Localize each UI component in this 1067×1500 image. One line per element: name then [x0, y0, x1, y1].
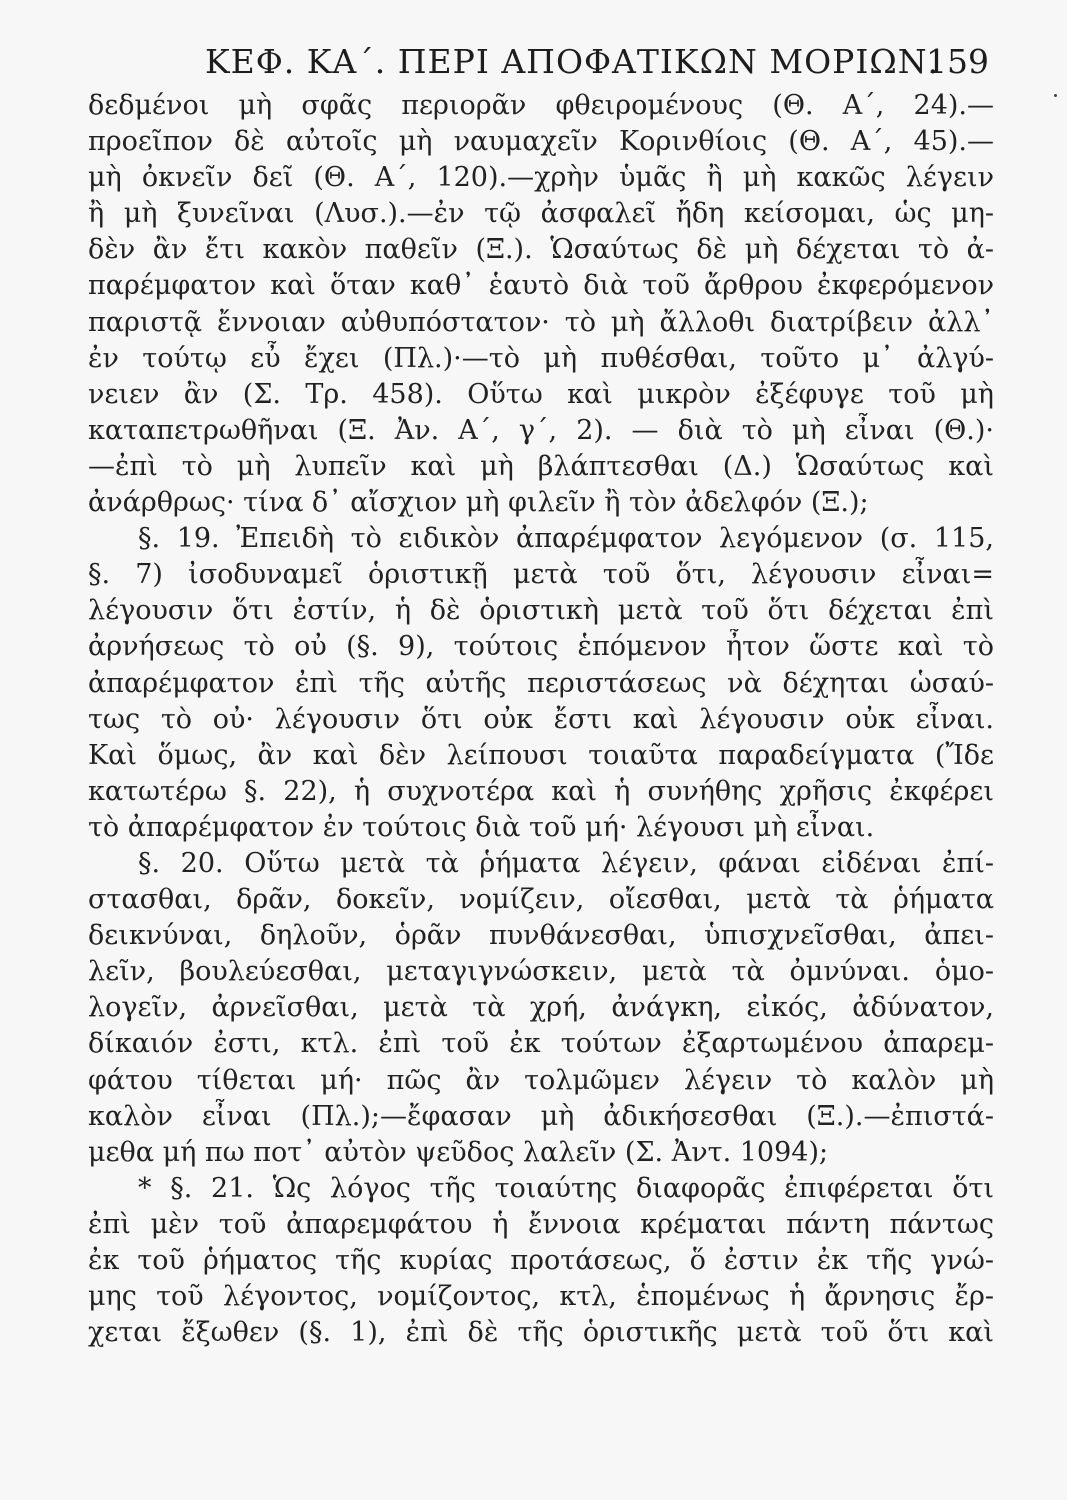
- text-line: §. 7) ἰσοδυναμεῖ ὁριστικῇ μετὰ τοῦ ὅτι, λέγουσιν εἶναι=: [88, 559, 994, 591]
- text-line: Καὶ ὅμως, ἂν καὶ δὲν λείπουσι τοιαῦτα παραδείγματα (Ἴδε: [88, 739, 994, 771]
- text-line: καλὸν εἶναι (Πλ.);—ἔφασαν μὴ ἀδικήσεσθαι (Ξ.).—ἐπιστά-: [88, 1100, 994, 1132]
- text-line: ἀρνήσεως τὸ οὐ (§. 9), τούτοις ἑπόμενον ἦτον ὥστε καὶ τὸ: [88, 631, 994, 663]
- text-line: —ἐπὶ τὸ μὴ λυπεῖν καὶ μὴ βλάπτεσθαι (Δ.) Ὡσαύτως καὶ: [88, 450, 994, 482]
- text-line: ἐπὶ μὲν τοῦ ἀπαρεμφάτου ἡ ἔννοια κρέμαται πάντη πάντως: [88, 1208, 994, 1240]
- section-21-start: * §. 21. Ὡς λόγος τῆς τοιαύτης διαφορᾶς ἐπιφέρεται ὅτι: [138, 1172, 994, 1204]
- text-line: μης τοῦ λέγοντος, νομίζοντος, κτλ, ἑπομένως ἡ ἄρνησις ἔρ-: [88, 1281, 994, 1313]
- section-19-start: §. 19. Ἐπειδὴ τὸ ειδικὸν ἀπαρέμφατον λεγόμενον (σ. 115,: [138, 523, 994, 555]
- page-number: 159: [926, 42, 989, 81]
- text-line: ἢ μὴ ξυνεῖναι (Λυσ.).—ἐν τῷ ἀσφαλεῖ ἤδη κείσομαι, ὡς μη-: [88, 198, 994, 230]
- text-body: [88, 88, 994, 1351]
- text-line: παριστᾷ ἔννοιαν αὐθυπόστατον· τὸ μὴ ἄλλοθι διατρίβειν ἀλλ᾽: [88, 306, 994, 338]
- text-line: ἀπαρέμφατον ἐπὶ τῆς αὐτῆς περιστάσεως νὰ δέχηται ὡσαύ-: [88, 667, 994, 699]
- chapter-title: ΚΕΦ. ΚΑ΄. ΠΕΡΙ ΑΠΟΦΑΤΙΚΩΝ ΜΟΡΙΩΝ.: [205, 42, 940, 81]
- text-line: ἐν τούτῳ εὖ ἔχει (Πλ.)·—τὸ μὴ πυθέσθαι, τοῦτο μ᾽ ἀλγύ-: [88, 342, 994, 374]
- text-line: λεῖν, βουλεύεσθαι, μεταγιγνώσκειν, μετὰ τὰ ὀμνύναι. ὁμο-: [88, 956, 994, 988]
- text-line: λέγουσιν ὅτι ἐστίν, ἡ δὲ ὁριστικὴ μετὰ τοῦ ὅτι δέχεται ἐπὶ: [88, 595, 994, 627]
- text-line: δίκαιόν ἐστι, κτλ. ἐπὶ τοῦ ἐκ τούτων ἐξαρτωμένου ἀπαρεμ-: [88, 1028, 994, 1060]
- text-line: κατωτέρω §. 22), ἡ συχνοτέρα καὶ ἡ συνήθης χρῆσις ἐκφέρει: [88, 775, 994, 807]
- text-line: χεται ἔξωθεν (§. 1), ἐπὶ δὲ τῆς ὁριστικῆς μετὰ τοῦ ὅτι καὶ: [88, 1317, 994, 1349]
- margin-speck: [1054, 94, 1057, 97]
- section-20-start: §. 20. Οὕτω μετὰ τὰ ῥήματα λέγειν, φάναι εἰδέναι ἐπί-: [138, 847, 994, 879]
- text-line: δὲν ἂν ἔτι κακὸν παθεῖν (Ξ.). Ὡσαύτως δὲ μὴ δέχεται τὸ ἀ-: [88, 234, 994, 266]
- text-line: μεθα μή πω ποτ᾽ αὐτὸν ψεῦδος λαλεῖν (Σ. Ἀντ. 1094);: [88, 1136, 829, 1168]
- running-header: [90, 42, 989, 92]
- text-line: τὸ ἀπαρέμφατον ἐν τούτοις διὰ τοῦ μή· λέγουσι μὴ εἶναι.: [88, 811, 875, 843]
- text-line: τως τὸ οὐ· λέγουσιν ὅτι οὐκ ἔστι καὶ λέγουσιν οὐκ εἶναι.: [88, 703, 994, 735]
- text-line: ἐκ τοῦ ῥήματος τῆς κυρίας προτάσεως, ὅ ἐστιν ἐκ τῆς γνώ-: [88, 1245, 994, 1276]
- text-line: δεδμένοι μὴ σφᾶς περιορᾶν φθειρομένους (Θ. Α΄, 24).—: [88, 90, 994, 121]
- text-line: προεῖπον δὲ αὐτοῖς μὴ ναυμαχεῖν Κορινθίοις (Θ. Α΄, 45).—: [88, 126, 994, 158]
- text-line: παρέμφατον καὶ ὅταν καθ᾽ ἑαυτὸ διὰ τοῦ ἄρθρου ἐκφερόμενον: [88, 270, 994, 302]
- text-line: καταπετρωθῆναι (Ξ. Ἀν. Α΄, γ΄, 2). — διὰ τὸ μὴ εἶναι (Θ.)·: [88, 414, 994, 446]
- text-line: φάτου τίθεται μή· πῶς ἂν τολμῶμεν λέγειν τὸ καλὸν μὴ: [88, 1064, 994, 1096]
- text-line: δεικνύναι, δηλοῦν, ὁρᾶν πυνθάνεσθαι, ὑπισχνεῖσθαι, ἀπει-: [88, 920, 994, 952]
- text-line: στασθαι, δρᾶν, δοκεῖν, νομίζειν, οἴεσθαι, μετὰ τὰ ῥήματα: [88, 884, 994, 916]
- text-line: νειεν ἂν (Σ. Τρ. 458). Οὕτω καὶ μικρὸν ἐξέφυγε τοῦ μὴ: [88, 378, 994, 410]
- text-line: λογεῖν, ἀρνεῖσθαι, μετὰ τὰ χρή, ἀνάγκη, εἰκός, ἀδύνατον,: [88, 992, 994, 1024]
- text-line: ἀνάρθρως· τίνα δ᾽ αἴσχιον μὴ φιλεῖν ἢ τὸν ἀδελφόν (Ξ.);: [88, 487, 869, 519]
- text-line: μὴ ὀκνεῖν δεῖ (Θ. Α΄, 120).—χρὴν ὑμᾶς ἢ μὴ κακῶς λέγειν: [88, 162, 994, 194]
